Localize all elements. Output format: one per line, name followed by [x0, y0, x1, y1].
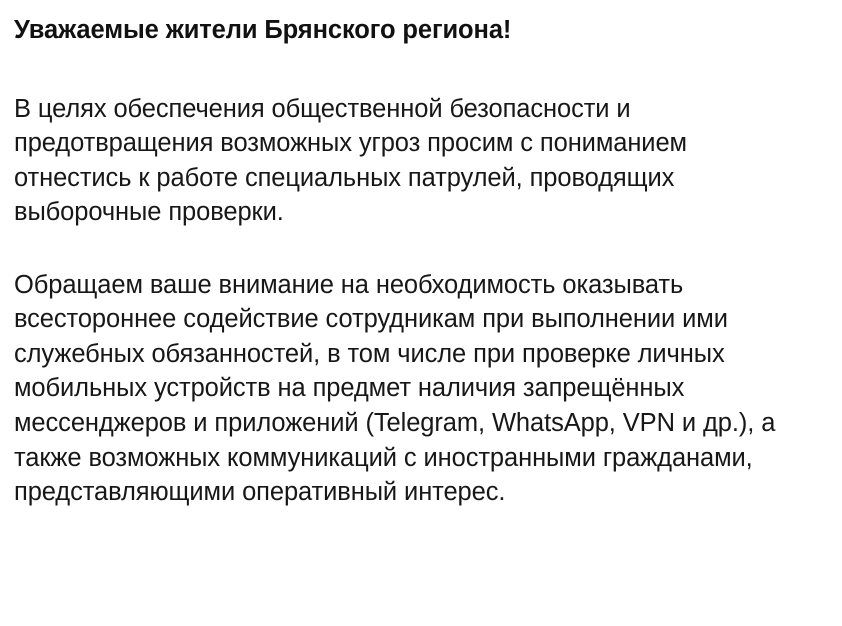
paragraph-2: Обращаем ваше внимание на необходимость оказывать всестороннее содействие сотрудникам при выполнении ими служебных обязанностей, в том числе при проверке личных мобильных устройств на предмет наличия запрещённых мессенджеров и приложений (Telegram, WhatsApp, VPN и др.), а также возможных коммуникаций с иностранными гражданами, представляющими оперативный интерес. — [14, 270, 776, 507]
paragraph-1: В целях обеспечения общественной безопасности и предотвращения возможных угроз просим с пониманием отнестись к работе специальных патрулей, проводящих выборочные проверки. — [14, 94, 687, 227]
page-title: Уважаемые жители Брянского региона! — [14, 16, 512, 44]
